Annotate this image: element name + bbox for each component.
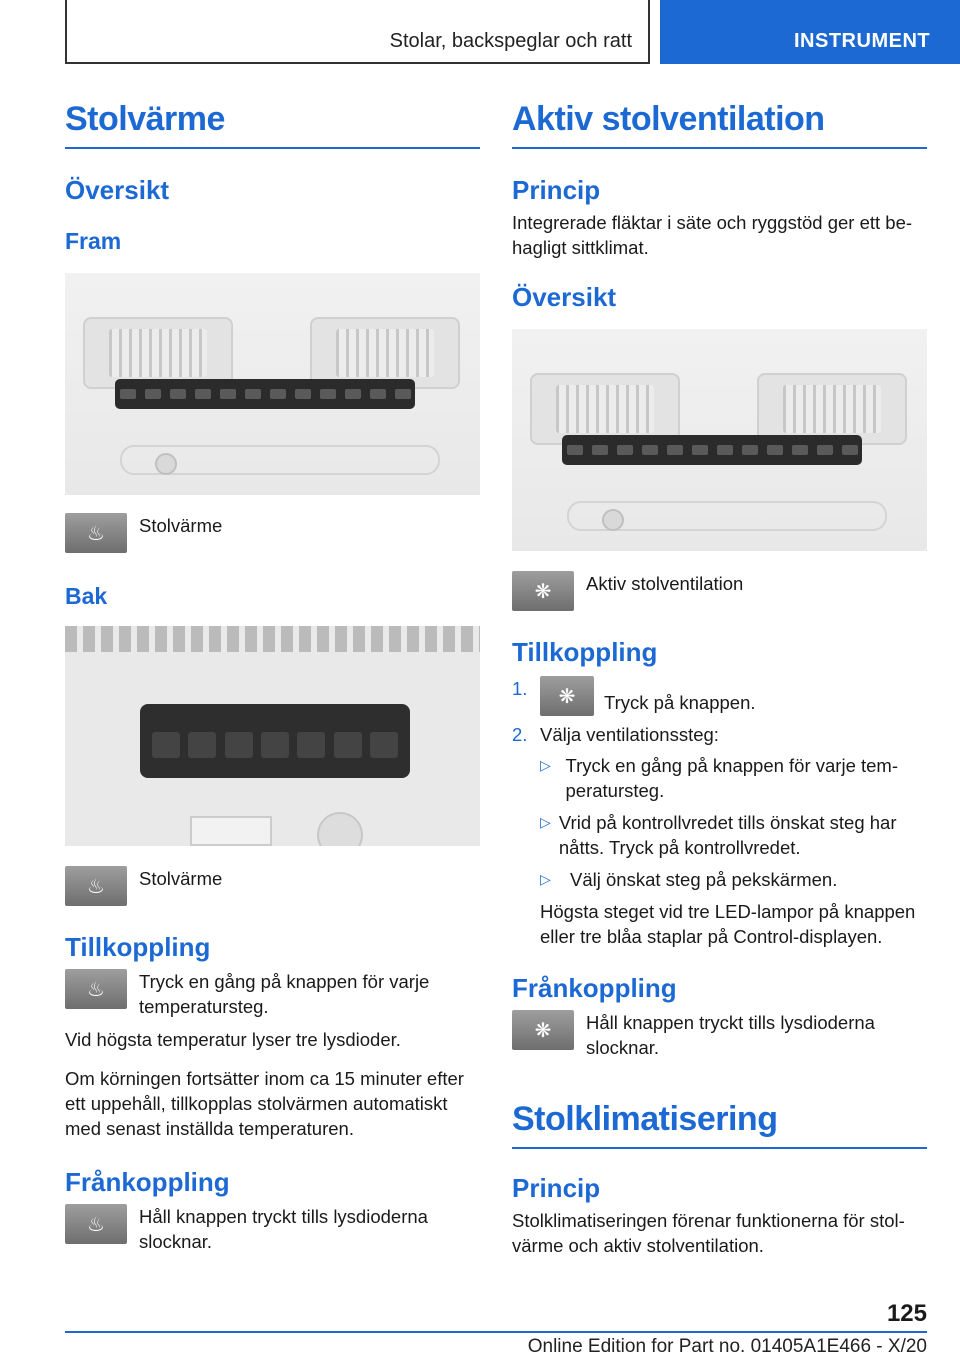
seat-heating-icon: ♨ <box>65 1204 127 1244</box>
on-paragraph-2: Om körningen fortsätter inom ca 15 minuter efter ett uppehåll, tillkopplas stolvärmen automatiskt med senast inställda temperaturen. <box>65 1068 464 1139</box>
header-section-tab <box>65 0 650 64</box>
footer-divider <box>65 1331 927 1333</box>
seat-heating-icon: ♨ <box>65 513 127 553</box>
vent-overview-heading: Översikt <box>512 282 617 312</box>
vent-overview-caption: Aktiv stolventilation <box>586 573 744 594</box>
on-paragraph-1: Vid högsta temperatur lyser tre lysdioder. <box>65 1029 401 1050</box>
bullet-item <box>540 867 927 892</box>
climate-title: Stolklimatisering <box>512 1100 927 1149</box>
seat-heating-title: Stolvärme <box>65 100 480 149</box>
step-1-text: Tryck på knappen. <box>604 692 756 713</box>
off-heading: Frånkoppling <box>65 1167 230 1197</box>
bullet-triangle-icon: ▷ <box>540 757 551 773</box>
vent-on-heading: Tillkoppling <box>512 637 658 667</box>
seat-ventilation-title: Aktiv stolventilation <box>512 100 927 149</box>
front-caption: Stolvärme <box>139 515 223 536</box>
seat-ventilation-icon: ❋ <box>512 1010 574 1050</box>
step-2 <box>512 722 927 747</box>
header-section-title: Stolar, backspeglar och ratt <box>389 30 632 52</box>
rear-heading: Bak <box>65 583 108 609</box>
bullet-triangle-icon: ▷ <box>540 814 551 830</box>
principle-text: Integrerade fläktar i säte och ryggstöd ger ett behagligt sittklimat. <box>512 212 913 258</box>
vent-off-heading: Frånkoppling <box>512 973 677 1003</box>
step-2-number: 2. <box>512 724 528 745</box>
page-number: 125 <box>886 1300 927 1327</box>
header-chapter-tab <box>660 0 960 64</box>
seat-ventilation-icon: ❋ <box>512 571 574 611</box>
off-caption: Håll knappen tryckt tills lysdioderna slocknar. <box>139 1206 428 1252</box>
vent-note: Högsta steget vid tre LED-lampor på knappen eller tre blåa staplar på Control-displayen. <box>540 901 916 947</box>
header-chapter-title: INSTRUMENT <box>794 30 931 52</box>
overview-heading: Översikt <box>65 175 170 205</box>
bullet-item <box>540 753 927 803</box>
seat-ventilation-icon: ❋ <box>540 676 594 716</box>
step-1 <box>512 676 927 716</box>
front-console-photo <box>65 273 480 495</box>
climate-principle-heading: Princip <box>512 1173 601 1203</box>
on-heading: Tillkoppling <box>65 932 211 962</box>
right-column <box>512 100 927 1258</box>
bullet-text: Vrid på kontrollvredet tills önskat steg har nåtts. Tryck på kontrollvredet. <box>558 812 897 858</box>
bullet-triangle-icon: ▷ <box>540 871 551 887</box>
step-2-text: Välja ventilationssteg: <box>540 724 719 745</box>
vent-off-caption: Håll knappen tryckt tills lysdioderna slocknar. <box>586 1012 875 1058</box>
seat-heating-icon: ♨ <box>65 866 127 906</box>
principle-heading: Princip <box>512 175 601 205</box>
on-caption: Tryck en gång på knappen för varje temperatursteg. <box>139 971 430 1017</box>
rear-caption: Stolvärme <box>139 868 223 889</box>
front-heading: Fram <box>65 228 122 254</box>
rear-console-photo <box>65 626 480 846</box>
seat-heating-icon: ♨ <box>65 969 127 1009</box>
vent-console-photo <box>512 329 927 551</box>
footer-edition: Online Edition for Part no. 01405A1E466 - X/20 <box>527 1336 927 1357</box>
left-column <box>65 100 480 1254</box>
climate-text: Stolklimatiseringen förenar funktionerna för stolvärme och aktiv stolventilation. <box>512 1210 905 1256</box>
bullet-text: Välj önskat steg på pekskärmen. <box>570 869 838 890</box>
bullet-item <box>540 810 927 860</box>
bullet-text: Tryck en gång på knappen för varje temperatursteg. <box>565 755 899 801</box>
step-1-number: 1. <box>512 678 528 699</box>
